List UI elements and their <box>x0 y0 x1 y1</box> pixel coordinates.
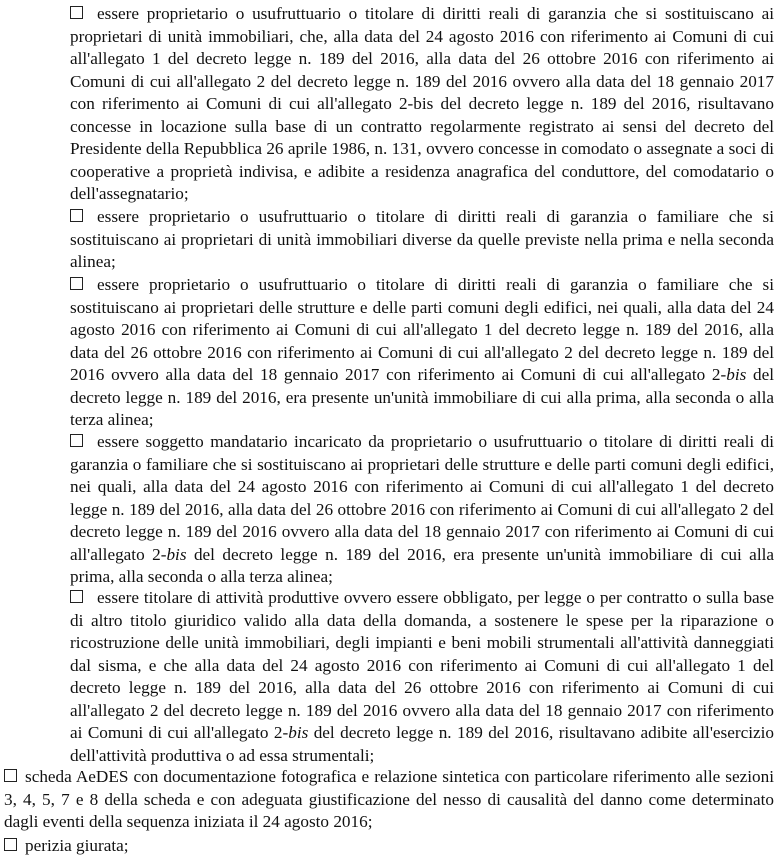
item-text: scheda AeDES con documentazione fotografica e relazione sintetica con particolare riferimento alle sezioni 3, 4, 5, 7 e 8 della scheda e con adeguata giustificazione del nesso di causalità del danno come determinato dagli eventi della sequenza iniziata il 24 agosto 2016; <box>4 767 774 831</box>
item-text: essere titolare di attività produttive ovvero essere obbligato, per legge o per contratto o sulla base di altro titolo giuridico valido alla data della domanda, a sostenere le spese per la riparazione o ricostruzione delle unità immobiliari, degli impianti e beni mobili strumentali all'attività danneggiati dal sisma, e che alla data del 24 agosto 2016 con riferimento ai Comuni di cui all'allegato 1 del decreto legge n. 189 del 2016, alla data del 26 ottobre 2016 con riferimento ai Comuni di cui all'allegato 2 del decreto legge n. 189 del 2016 ovvero alla data del 18 gennaio 2017 con riferimento ai Comuni di cui all'allegato 2- <box>70 588 774 742</box>
checkbox-item-3 <box>70 274 774 432</box>
item-text: essere proprietario o usufruttuario o titolare di diritti reali di garanzia che si sostituiscano ai proprietari di unità immobiliari, che, alla data del 24 agosto 2016 con riferimento ai Comuni di cui all'allegato 1 del decreto legge n. 189 del 2016, alla data del 26 ottobre 2016 con riferimento ai Comuni di cui all'allegato 2 del decreto legge n. 189 del 2016 ovvero alla data del 18 gennaio 2017 con riferimento ai Comuni di cui all'allegato 2-bis del decreto legge n. 189 del 2016, risultavano concesse in locazione sulla base di un contratto regolarmente registrato ai sensi del decreto del Presidente della Repubblica 26 aprile 1986, n. 131, ovvero concesse in comodato o assegnate a soci di cooperative a proprietà indivisa, e adibite a residenza anagrafica del conduttore, del comodatario o dell'assegnatario; <box>70 4 774 203</box>
item-text: essere soggetto mandatario incaricato da proprietario o usufruttuario o titolare di diritti reali di garanzia o familiare che si sostituiscano ai proprietari delle strutture e delle parti comuni degli edifici, nei quali, alla data del 24 agosto 2016 con riferimento ai Comuni di cui all'allegato 1 del decreto legge n. 189 del 2016, alla data del 26 ottobre 2016 con riferimento ai Comuni di cui all'allegato 2 del decreto legge n. 189 del 2016 ovvero alla data del 18 gennaio 2017 con riferimento ai Comuni di cui all'allegato 2- <box>70 432 774 564</box>
item-text-italic: bis <box>288 723 309 742</box>
checkbox-item-1 <box>70 3 774 206</box>
checkbox-item-2 <box>70 206 774 274</box>
item-text: del decreto legge n. 189 del 2016, era presente un'unità immobiliare di cui alla prima, alla seconda o alla terza alinea; <box>70 365 774 429</box>
item-text: del decreto legge n. 189 del 2016, era presente un'unità immobiliare di cui alla prima, alla seconda o alla terza alinea; <box>70 544 774 586</box>
item-text: essere proprietario o usufruttuario o titolare di diritti reali di garanzia o familiare che si sostituiscano ai proprietari delle strutture e delle parti comuni degli edifici, nei quali, alla data del 24 agosto 2016 con riferimento ai Comuni di cui all'allegato 1 del decreto legge n. 189 del 2016, alla data del 26 ottobre 2016 con riferimento ai Comuni di cui all'allegato 2 del decreto legge n. 189 del 2016 ovvero alla data del 18 gennaio 2017 con riferimento ai Comuni di cui all'allegato 2- <box>70 275 774 384</box>
item-text-italic: bis <box>726 365 747 384</box>
checkbox-icon[interactable] <box>70 590 83 603</box>
checkbox-icon[interactable] <box>70 6 83 19</box>
checkbox-item-5 <box>70 587 774 767</box>
checkbox-icon[interactable] <box>70 277 83 290</box>
item-text: perizia giurata; <box>25 836 129 855</box>
checkbox-icon[interactable] <box>70 434 83 447</box>
checkbox-item-perizia <box>4 835 774 858</box>
checkbox-icon[interactable] <box>4 769 17 782</box>
checkbox-item-4 <box>70 431 774 589</box>
item-text-italic: bis <box>166 544 187 564</box>
checkbox-icon[interactable] <box>70 209 83 222</box>
item-text: essere proprietario o usufruttuario o titolare di diritti reali di garanzia o familiare che si sostituiscano ai proprietari di unità immobiliari diverse da quelle previste nella prima e nella seconda alinea; <box>70 207 774 271</box>
checkbox-icon[interactable] <box>4 838 17 851</box>
item-text: del decreto legge n. 189 del 2016, risultavano adibite all'esercizio dell'attività produttiva o ad essa strumentali; <box>70 723 775 765</box>
checkbox-item-aedes <box>4 766 774 834</box>
